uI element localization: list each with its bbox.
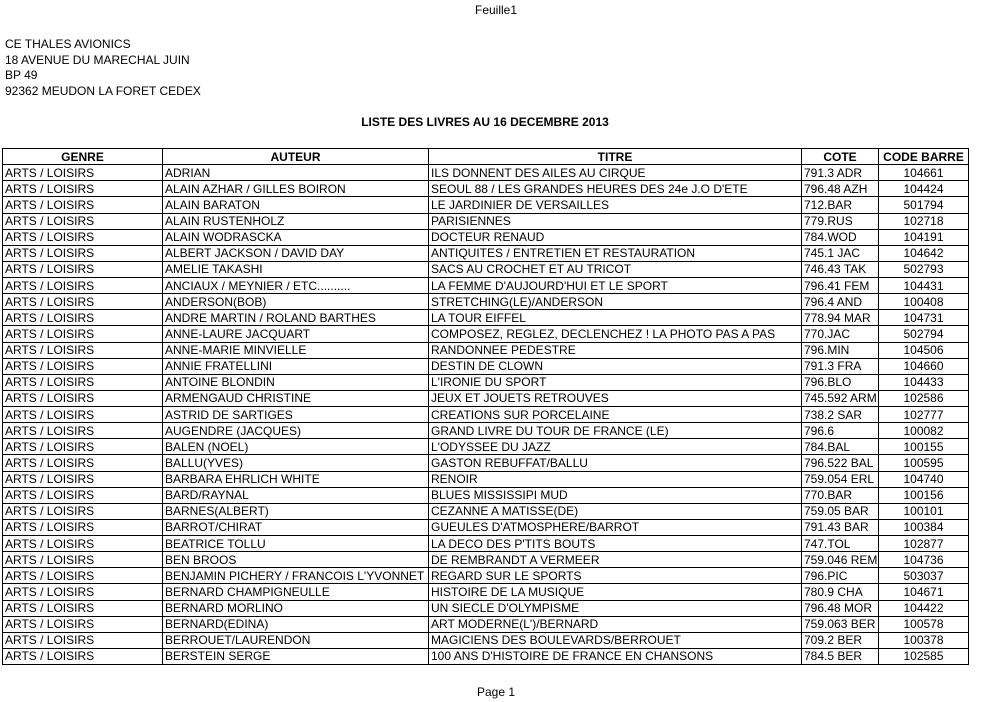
cell-genre: ARTS / LOISIRS	[3, 181, 163, 197]
cell-barcode: 104671	[879, 584, 969, 600]
cell-title: PARISIENNES	[429, 213, 802, 229]
cell-title: RENOIR	[429, 471, 802, 487]
cell-call-number: 796.4 AND	[802, 294, 879, 310]
cell-author: BERNARD CHAMPIGNEULLE	[163, 584, 429, 600]
cell-call-number: 712.BAR	[802, 197, 879, 213]
cell-call-number: 759.05 BAR	[802, 503, 879, 519]
cell-author: AUGENDRE (JACQUES)	[163, 423, 429, 439]
cell-call-number: 791.3 FRA	[802, 358, 879, 374]
cell-barcode: 104191	[879, 229, 969, 245]
cell-genre: ARTS / LOISIRS	[3, 455, 163, 471]
cell-genre: ARTS / LOISIRS	[3, 423, 163, 439]
cell-barcode: 100082	[879, 423, 969, 439]
cell-call-number: 791.3 ADR	[802, 165, 879, 181]
cell-author: BALLU(YVES)	[163, 455, 429, 471]
cell-barcode: 104431	[879, 278, 969, 294]
cell-genre: ARTS / LOISIRS	[3, 342, 163, 358]
table-row	[3, 181, 969, 197]
cell-barcode: 104660	[879, 358, 969, 374]
cell-title: REGARD SUR LE SPORTS	[429, 568, 802, 584]
books-table	[2, 148, 969, 665]
column-header-genre: GENRE	[3, 149, 163, 165]
cell-barcode: 102585	[879, 648, 969, 664]
cell-author: ARMENGAUD CHRISTINE	[163, 390, 429, 406]
cell-author: BEN BROOS	[163, 552, 429, 568]
cell-title: LA TOUR EIFFEL	[429, 310, 802, 326]
cell-call-number: 759.046 REM	[802, 552, 879, 568]
table-row	[3, 245, 969, 261]
cell-barcode: 102877	[879, 536, 969, 552]
cell-barcode: 104424	[879, 181, 969, 197]
cell-call-number: 747.TOL	[802, 536, 879, 552]
page-number: Page 1	[476, 685, 516, 699]
cell-call-number: 784.5 BER	[802, 648, 879, 664]
cell-barcode: 104642	[879, 245, 969, 261]
cell-genre: ARTS / LOISIRS	[3, 552, 163, 568]
table-row	[3, 536, 969, 552]
cell-author: AMELIE TAKASHI	[163, 261, 429, 277]
cell-genre: ARTS / LOISIRS	[3, 374, 163, 390]
cell-barcode: 501794	[879, 197, 969, 213]
table-row	[3, 342, 969, 358]
cell-author: ANNE-LAURE JACQUART	[163, 326, 429, 342]
cell-author: ASTRID DE SARTIGES	[163, 407, 429, 423]
cell-author: ANNE-MARIE MINVIELLE	[163, 342, 429, 358]
cell-title: DOCTEUR RENAUD	[429, 229, 802, 245]
list-title: LISTE DES LIVRES AU 16 DECEMBRE 2013	[361, 115, 609, 129]
cell-title: 100 ANS D'HISTOIRE DE FRANCE EN CHANSONS	[429, 648, 802, 664]
table-row	[3, 261, 969, 277]
cell-genre: ARTS / LOISIRS	[3, 407, 163, 423]
cell-title: SACS AU CROCHET ET AU TRICOT	[429, 261, 802, 277]
table-row	[3, 568, 969, 584]
cell-genre: ARTS / LOISIRS	[3, 326, 163, 342]
cell-genre: ARTS / LOISIRS	[3, 503, 163, 519]
cell-author: ANDRE MARTIN / ROLAND BARTHES	[163, 310, 429, 326]
company-address	[5, 37, 201, 99]
cell-author: BEATRICE TOLLU	[163, 536, 429, 552]
cell-genre: ARTS / LOISIRS	[3, 229, 163, 245]
cell-title: CREATIONS SUR PORCELAINE	[429, 407, 802, 423]
cell-call-number: 784.WOD	[802, 229, 879, 245]
cell-author: ANCIAUX / MEYNIER / ETC..........	[163, 278, 429, 294]
cell-title: DESTIN DE CLOWN	[429, 358, 802, 374]
cell-genre: ARTS / LOISIRS	[3, 616, 163, 632]
cell-genre: ARTS / LOISIRS	[3, 213, 163, 229]
cell-barcode: 502794	[879, 326, 969, 342]
cell-call-number: 770.BAR	[802, 487, 879, 503]
table-row	[3, 632, 969, 648]
cell-author: BARBARA EHRLICH WHITE	[163, 471, 429, 487]
cell-author: ALAIN AZHAR / GILLES BOIRON	[163, 181, 429, 197]
cell-barcode: 104661	[879, 165, 969, 181]
cell-call-number: 796.522 BAL	[802, 455, 879, 471]
table-row	[3, 423, 969, 439]
cell-barcode: 503037	[879, 568, 969, 584]
cell-barcode: 502793	[879, 261, 969, 277]
cell-title: SEOUL 88 / LES GRANDES HEURES DES 24e J.O D'ETE	[429, 181, 802, 197]
cell-barcode: 100578	[879, 616, 969, 632]
cell-genre: ARTS / LOISIRS	[3, 165, 163, 181]
table-row	[3, 326, 969, 342]
cell-barcode: 100384	[879, 519, 969, 535]
cell-call-number: 745.1 JAC	[802, 245, 879, 261]
cell-call-number: 746.43 TAK	[802, 261, 879, 277]
cell-title: L'ODYSSEE DU JAZZ	[429, 439, 802, 455]
cell-author: ANNIE FRATELLINI	[163, 358, 429, 374]
table-row	[3, 374, 969, 390]
table-row	[3, 600, 969, 616]
cell-title: GUEULES D'ATMOSPHERE/BARROT	[429, 519, 802, 535]
cell-call-number: 784.BAL	[802, 439, 879, 455]
cell-author: BERNARD MORLINO	[163, 600, 429, 616]
cell-author: ALAIN RUSTENHOLZ	[163, 213, 429, 229]
cell-barcode: 102718	[879, 213, 969, 229]
cell-call-number: 770.JAC	[802, 326, 879, 342]
table-row	[3, 310, 969, 326]
address-line-company: CE THALES AVIONICS	[5, 37, 131, 51]
cell-barcode: 100378	[879, 632, 969, 648]
table-header-row	[3, 149, 969, 165]
cell-barcode: 104736	[879, 552, 969, 568]
cell-genre: ARTS / LOISIRS	[3, 584, 163, 600]
address-line-po-box: BP 49	[5, 68, 38, 83]
cell-title: LA DECO DES P'TITS BOUTS	[429, 536, 802, 552]
cell-title: RANDONNEE PEDESTRE	[429, 342, 802, 358]
cell-call-number: 759.054 ERL	[802, 471, 879, 487]
table-row	[3, 552, 969, 568]
cell-genre: ARTS / LOISIRS	[3, 358, 163, 374]
table-row	[3, 503, 969, 519]
table-row	[3, 487, 969, 503]
table-row	[3, 471, 969, 487]
cell-author: ADRIAN	[163, 165, 429, 181]
cell-call-number: 738.2 SAR	[802, 407, 879, 423]
cell-genre: ARTS / LOISIRS	[3, 536, 163, 552]
cell-barcode: 104422	[879, 600, 969, 616]
cell-barcode: 104506	[879, 342, 969, 358]
cell-title: BLUES MISSISSIPI MUD	[429, 487, 802, 503]
cell-genre: ARTS / LOISIRS	[3, 310, 163, 326]
cell-barcode: 100156	[879, 487, 969, 503]
column-header-author: AUTEUR	[163, 149, 429, 165]
cell-title: LE JARDINIER DE VERSAILLES	[429, 197, 802, 213]
cell-genre: ARTS / LOISIRS	[3, 600, 163, 616]
cell-title: GASTON REBUFFAT/BALLU	[429, 455, 802, 471]
table-row	[3, 197, 969, 213]
cell-call-number: 759.063 BER	[802, 616, 879, 632]
cell-title: HISTOIRE DE LA MUSIQUE	[429, 584, 802, 600]
cell-genre: ARTS / LOISIRS	[3, 439, 163, 455]
cell-barcode: 102777	[879, 407, 969, 423]
table-row	[3, 616, 969, 632]
cell-author: BERSTEIN SERGE	[163, 648, 429, 664]
cell-title: ANTIQUITES / ENTRETIEN ET RESTAURATION	[429, 245, 802, 261]
cell-title: COMPOSEZ, REGLEZ, DECLENCHEZ ! LA PHOTO PAS A PAS	[429, 326, 802, 342]
cell-title: JEUX ET JOUETS RETROUVES	[429, 390, 802, 406]
cell-author: BERROUET/LAURENDON	[163, 632, 429, 648]
table-row	[3, 165, 969, 181]
sheet-title: Feuille1	[474, 3, 518, 17]
column-header-title: TITRE	[429, 149, 802, 165]
cell-author: BALEN (NOEL)	[163, 439, 429, 455]
cell-author: ANTOINE BLONDIN	[163, 374, 429, 390]
cell-call-number: 791.43 BAR	[802, 519, 879, 535]
cell-title: ILS DONNENT DES AILES AU CIRQUE	[429, 165, 802, 181]
cell-call-number: 780.9 CHA	[802, 584, 879, 600]
cell-genre: ARTS / LOISIRS	[3, 568, 163, 584]
cell-barcode: 100408	[879, 294, 969, 310]
cell-title: L'IRONIE DU SPORT	[429, 374, 802, 390]
cell-call-number: 796.BLO	[802, 374, 879, 390]
cell-genre: ARTS / LOISIRS	[3, 519, 163, 535]
cell-barcode: 100101	[879, 503, 969, 519]
cell-genre: ARTS / LOISIRS	[3, 261, 163, 277]
address-line-street: 18 AVENUE DU MARECHAL JUIN	[5, 52, 190, 67]
table-row	[3, 358, 969, 374]
table-row	[3, 439, 969, 455]
table-row	[3, 407, 969, 423]
cell-author: BARNES(ALBERT)	[163, 503, 429, 519]
cell-title: MAGICIENS DES BOULEVARDS/BERROUET	[429, 632, 802, 648]
cell-title: DE REMBRANDT A VERMEER	[429, 552, 802, 568]
cell-call-number: 796.48 AZH	[802, 181, 879, 197]
table-row	[3, 390, 969, 406]
table-row	[3, 584, 969, 600]
cell-author: BARROT/CHIRAT	[163, 519, 429, 535]
cell-title: UN SIECLE D'OLYMPISME	[429, 600, 802, 616]
cell-genre: ARTS / LOISIRS	[3, 245, 163, 261]
cell-barcode: 100595	[879, 455, 969, 471]
table-row	[3, 213, 969, 229]
table-row	[3, 455, 969, 471]
cell-title: ART MODERNE(L')/BERNARD	[429, 616, 802, 632]
cell-call-number: 709.2 BER	[802, 632, 879, 648]
table-row	[3, 278, 969, 294]
cell-barcode: 102586	[879, 390, 969, 406]
cell-call-number: 796.PIC	[802, 568, 879, 584]
cell-author: ALAIN BARATON	[163, 197, 429, 213]
cell-call-number: 779.RUS	[802, 213, 879, 229]
cell-barcode: 104433	[879, 374, 969, 390]
cell-genre: ARTS / LOISIRS	[3, 632, 163, 648]
cell-genre: ARTS / LOISIRS	[3, 390, 163, 406]
cell-call-number: 745.592 ARM	[802, 390, 879, 406]
table-row	[3, 229, 969, 245]
books-table-body	[3, 165, 969, 665]
cell-call-number: 796.6	[802, 423, 879, 439]
cell-genre: ARTS / LOISIRS	[3, 278, 163, 294]
cell-author: ANDERSON(BOB)	[163, 294, 429, 310]
cell-call-number: 796.41 FEM	[802, 278, 879, 294]
cell-author: BERNARD(EDINA)	[163, 616, 429, 632]
cell-genre: ARTS / LOISIRS	[3, 294, 163, 310]
column-header-barcode: CODE BARRE	[879, 149, 969, 165]
table-row	[3, 648, 969, 664]
cell-genre: ARTS / LOISIRS	[3, 487, 163, 503]
table-row	[3, 294, 969, 310]
cell-call-number: 796.48 MOR	[802, 600, 879, 616]
address-line-city: 92362 MEUDON LA FORET CEDEX	[5, 83, 201, 98]
cell-barcode: 104740	[879, 471, 969, 487]
cell-genre: ARTS / LOISIRS	[3, 648, 163, 664]
cell-title: STRETCHING(LE)/ANDERSON	[429, 294, 802, 310]
cell-call-number: 778.94 MAR	[802, 310, 879, 326]
cell-barcode: 100155	[879, 439, 969, 455]
cell-genre: ARTS / LOISIRS	[3, 197, 163, 213]
cell-title: CEZANNE A MATISSE(DE)	[429, 503, 802, 519]
cell-author: ALBERT JACKSON / DAVID DAY	[163, 245, 429, 261]
cell-call-number: 796.MIN	[802, 342, 879, 358]
cell-title: LA FEMME D'AUJOURD'HUI ET LE SPORT	[429, 278, 802, 294]
cell-genre: ARTS / LOISIRS	[3, 471, 163, 487]
column-header-call-number: COTE	[802, 149, 879, 165]
cell-barcode: 104731	[879, 310, 969, 326]
cell-title: GRAND LIVRE DU TOUR DE FRANCE (LE)	[429, 423, 802, 439]
table-row	[3, 519, 969, 535]
cell-author: ALAIN WODRASCKA	[163, 229, 429, 245]
cell-author: BARD/RAYNAL	[163, 487, 429, 503]
cell-author: BENJAMIN PICHERY / FRANCOIS L'YVONNET	[163, 568, 429, 584]
